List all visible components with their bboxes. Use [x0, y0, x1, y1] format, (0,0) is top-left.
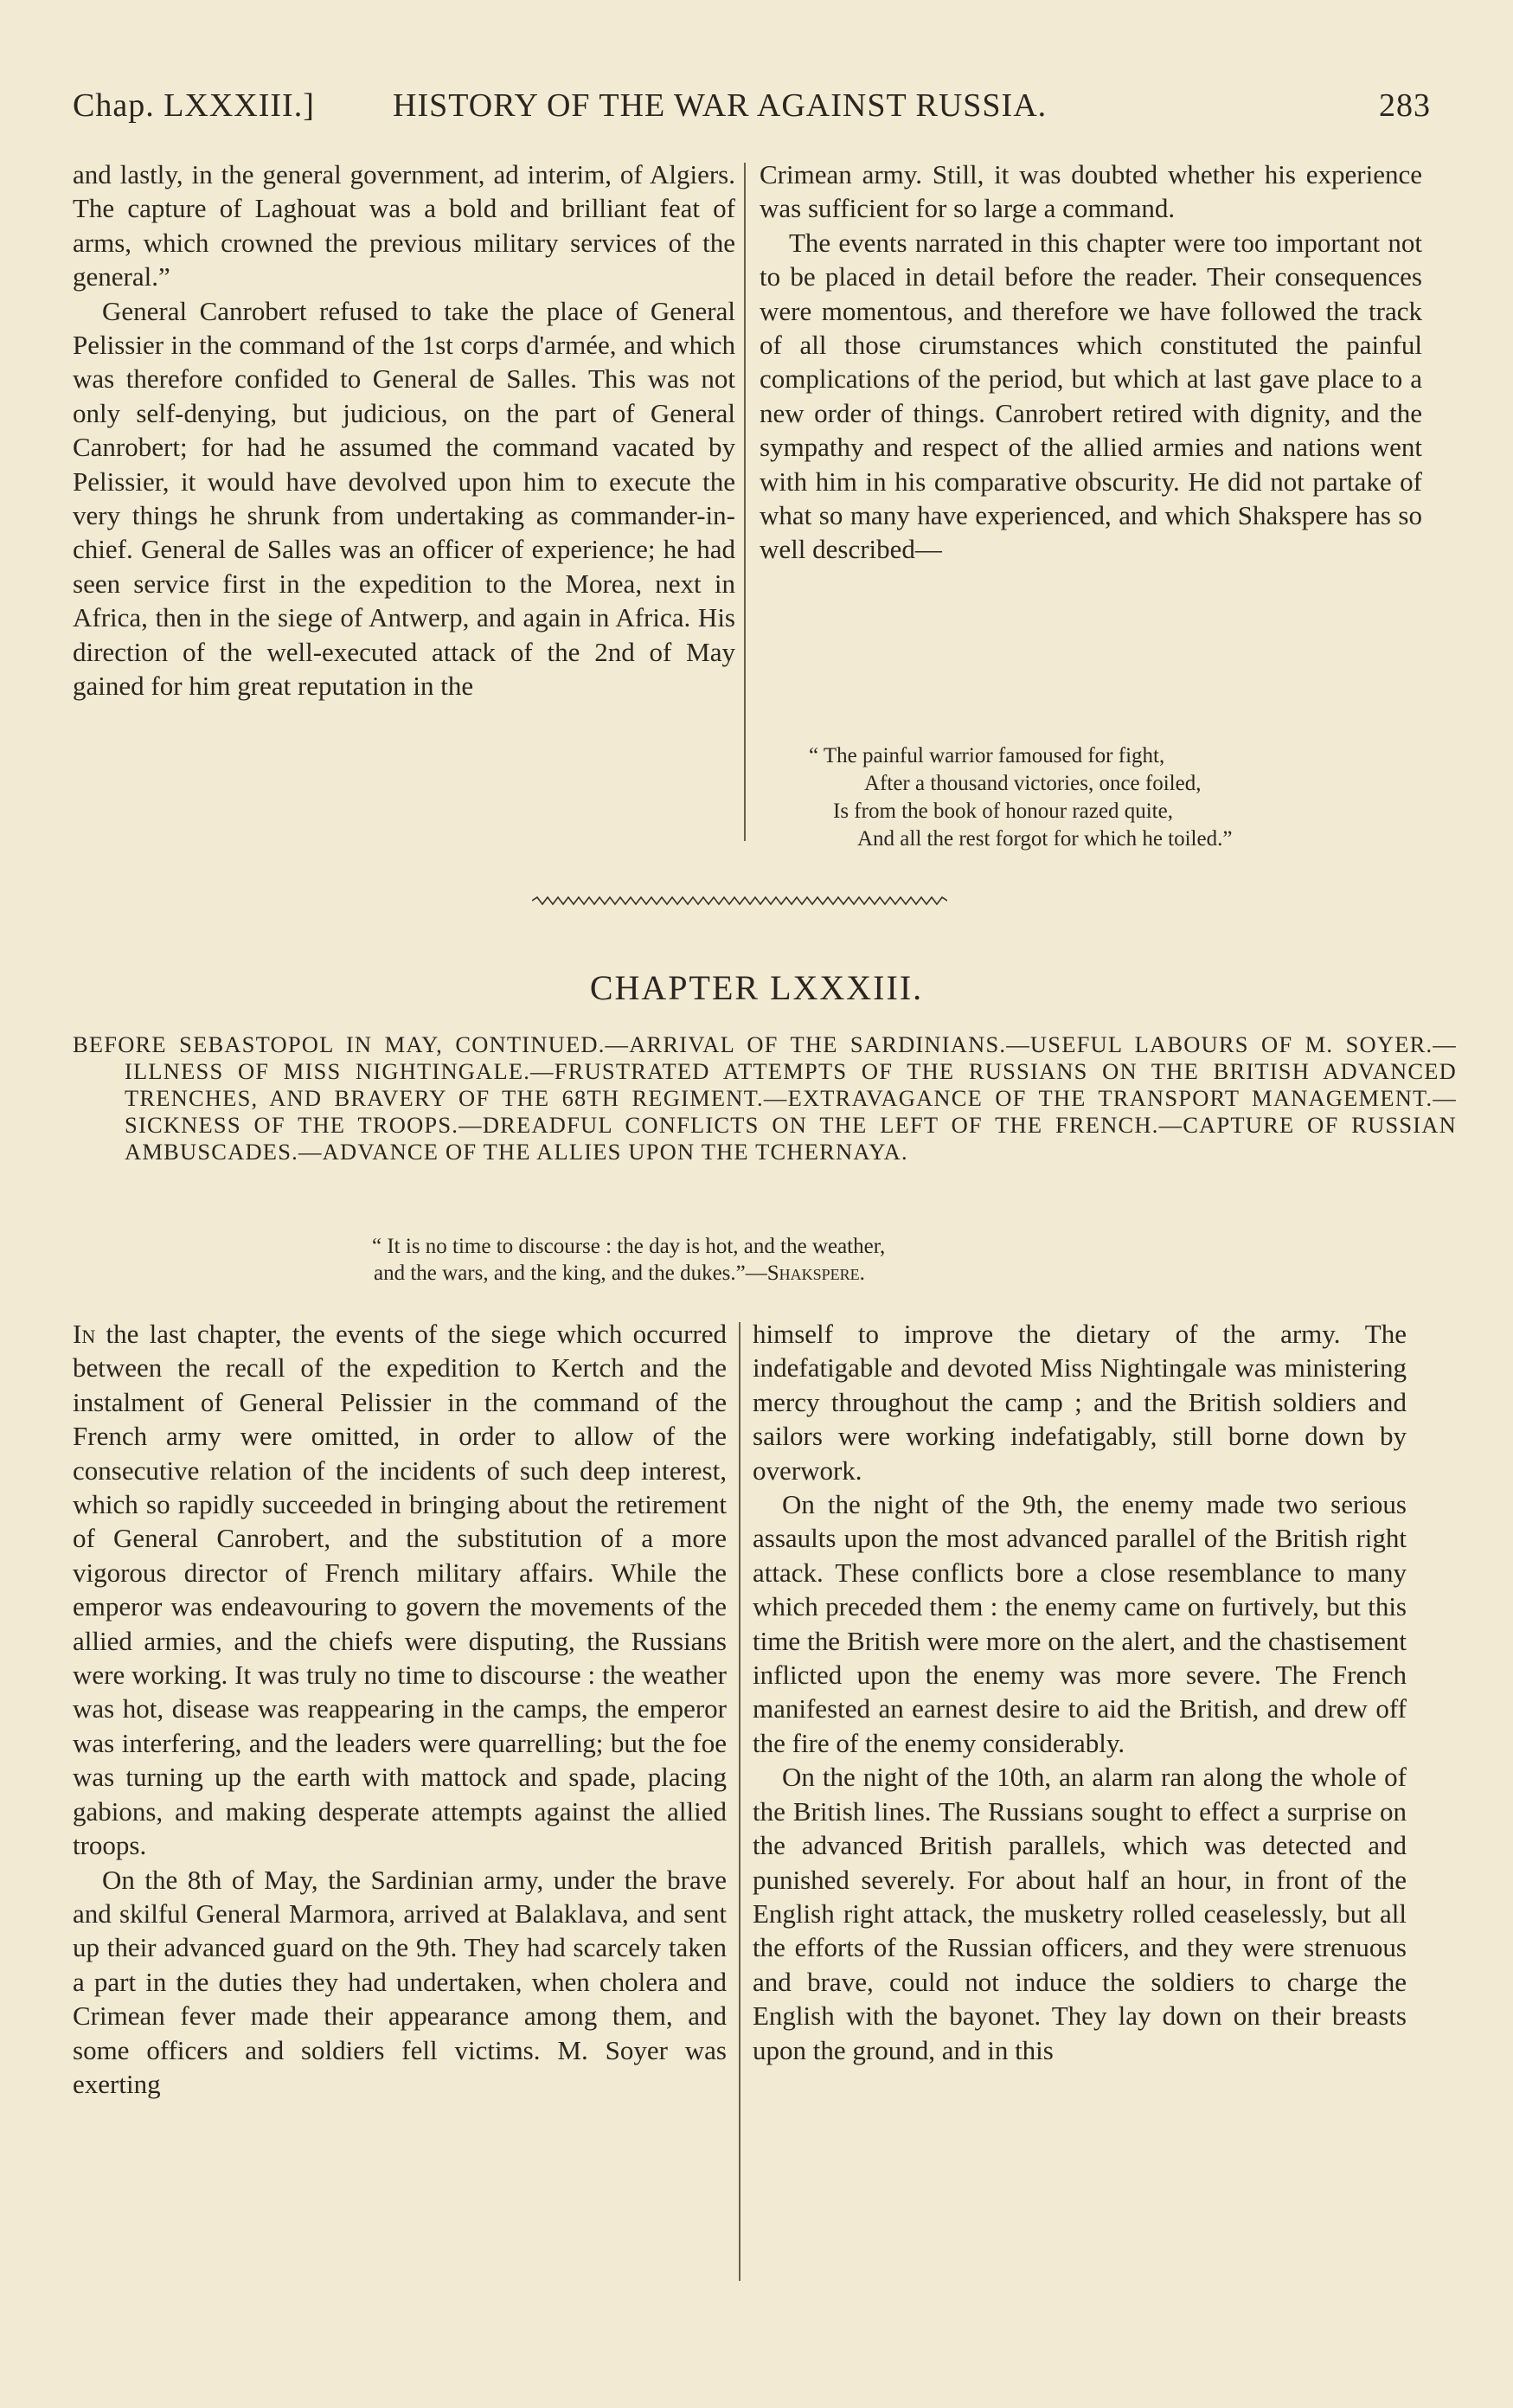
- paragraph: On the night of the 10th, an alarm ran along the whole of the British lines. The Russians sought to effect a surprise on the advanced British parallels, which was detected and punished severely. For about half an hour, in front of the English right attack, the musketry rolled ceaselessly, but all the efforts of the Russian officers, and they were strenuous and brave, could not induce the soldiers to charge the English with the bayonet. They lay down on their breasts upon the ground, and in this: [753, 1762, 1407, 2065]
- paragraph: On the 8th of May, the Sardinian army, under the brave and skilful General Marmora, arrived at Balaklava, and sent up their advanced guard on the 9th. They had scarcely taken a part in the duties they had undertaken, when cholera and Crimean fever made their appearance among them, and some officers and soldiers fell victims. M. Soyer was exerting: [73, 1864, 727, 2099]
- chapter-title: CHAPTER LXXXIII.: [589, 968, 924, 1007]
- verse-quote: [809, 742, 1232, 853]
- chapter-epigraph: [372, 1233, 885, 1287]
- page-number: 283: [1379, 87, 1431, 124]
- verse-line: “ The painful warrior famoused for fight,: [809, 744, 1165, 767]
- top-right-column: [760, 157, 1422, 567]
- epigraph-line: and the wars, and the king, and the dukes.”—: [374, 1262, 767, 1285]
- verse-line: And all the rest forgot for which he toiled.”: [857, 827, 1233, 851]
- epigraph-line: “ It is no time to discourse : the day is hot, and the weather,: [372, 1235, 886, 1258]
- paragraph: Crimean army. Still, it was doubted whether his experience was sufficient for so large a command.: [760, 159, 1422, 224]
- column-divider: [744, 163, 746, 841]
- chapter-summary: BEFORE SEBASTOPOL IN MAY, CONTINUED.—ARRIVAL OF THE SARDINIANS.—USEFUL LABOURS OF M. SOYER.—ILLNESS OF MISS NIGHTINGALE.—FRUSTRATED ATTEMPTS OF THE RUSSIANS ON THE BRITISH ADVANCED TRENCHES, AND BRAVERY OF THE 68TH REGIMENT.—EXTRAVAGANCE OF THE TRANSPORT MANAGEMENT.—SICKNESS OF THE TROOPS.—DREADFUL CONFLICTS ON THE LEFT OF THE FRENCH.—CAPTURE OF RUSSIAN AMBUSCADES.—ADVANCE OF THE ALLIES UPON THE TCHERNAYA.: [73, 1031, 1457, 1165]
- paragraph: The events narrated in this chapter were too important not to be placed in detail before the reader. Their consequences were momentous, and therefore we have followed the track of all those cirumstances which constituted the painful complications of the period, but which at last gave place to a new order of things. Canrobert retired with dignity, and the sympathy and respect of the allied armies and nations went with him in his comparative obscurity. He did not partake of what so many have experienced, and which Shakspere has so well described—: [760, 227, 1422, 565]
- section-ornament: [532, 895, 947, 907]
- bottom-left-column: [73, 1317, 727, 2101]
- epigraph-author: Shakspere.: [766, 1262, 865, 1285]
- paragraph: and lastly, in the general government, ad interim, of Algiers. The capture of Laghouat was a bold and brilliant feat of arms, which crowned the previous military services of the general.”: [73, 159, 735, 292]
- drop-cap: In: [73, 1319, 96, 1349]
- running-title: HISTORY OF THE WAR AGAINST RUSSIA.: [393, 87, 1048, 124]
- paragraph: On the night of the 9th, the enemy made two serious assaults upon the most advanced parallel of the British right attack. These conflicts bore a close resemblance to many which preceded them : the enemy came on furtively, but this time the British were more on the alert, and the chastisement inflicted upon the enemy was more severe. The French manifested an earnest desire to aid the British, and drew off the fire of the enemy considerably.: [753, 1489, 1407, 1758]
- chapter-reference: Chap. LXXXIII.]: [73, 87, 315, 124]
- column-divider: [739, 1322, 740, 2281]
- bottom-right-column: [753, 1317, 1407, 2067]
- running-header: [73, 87, 1431, 128]
- paragraph: General Canrobert refused to take the place of General Pelissier in the command of the 1st corps d'armée, and which was therefore confided to General de Salles. This was not only self-denying, but judicious, on the part of General Canrobert; for had he assumed the command vacated by Pelissier, it would have devolved upon him to execute the very things he shrunk from undertaking as commander-in-chief. General de Salles was an officer of experience; he had seen service first in the expedition to the Morea, next in Africa, then in the siege of Antwerp, and again in Africa. His direction of the well-executed attack of the 2nd of May gained for him great reputation in the: [73, 295, 735, 702]
- opening-paragraph: [73, 1317, 727, 1863]
- paragraph: himself to improve the dietary of the army. The indefatigable and devoted Miss Nightingale was ministering mercy throughout the camp ; and the British soldiers and sailors were working indefatigably, still borne down by overwork.: [753, 1319, 1407, 1486]
- verse-line: After a thousand victories, once foiled,: [864, 772, 1202, 795]
- verse-line: Is from the book of honour razed quite,: [833, 799, 1173, 823]
- paragraph-text: the last chapter, the events of the siege which occurred between the recall of the expedition to Kertch and the instalment of General Pelissier in the command of the French army were omitted, in order to allow of the consecutive relation of the incidents of such deep interest, which so rapidly succeeded in bringing about the retirement of General Canrobert, and the substitution of a more vigorous director of French military affairs. While the emperor was endeavouring to govern the movements of the allied armies, and the chiefs were disputing, the Russians were working. It was truly no time to discourse : the weather was hot, disease was reappearing in the camps, the emperor was interfering, and the leaders were quarrelling; but the foe was turning up the earth with mattock and spade, placing gabions, and making desperate attempts against the allied troops.: [73, 1319, 727, 1861]
- top-left-column: [73, 157, 735, 703]
